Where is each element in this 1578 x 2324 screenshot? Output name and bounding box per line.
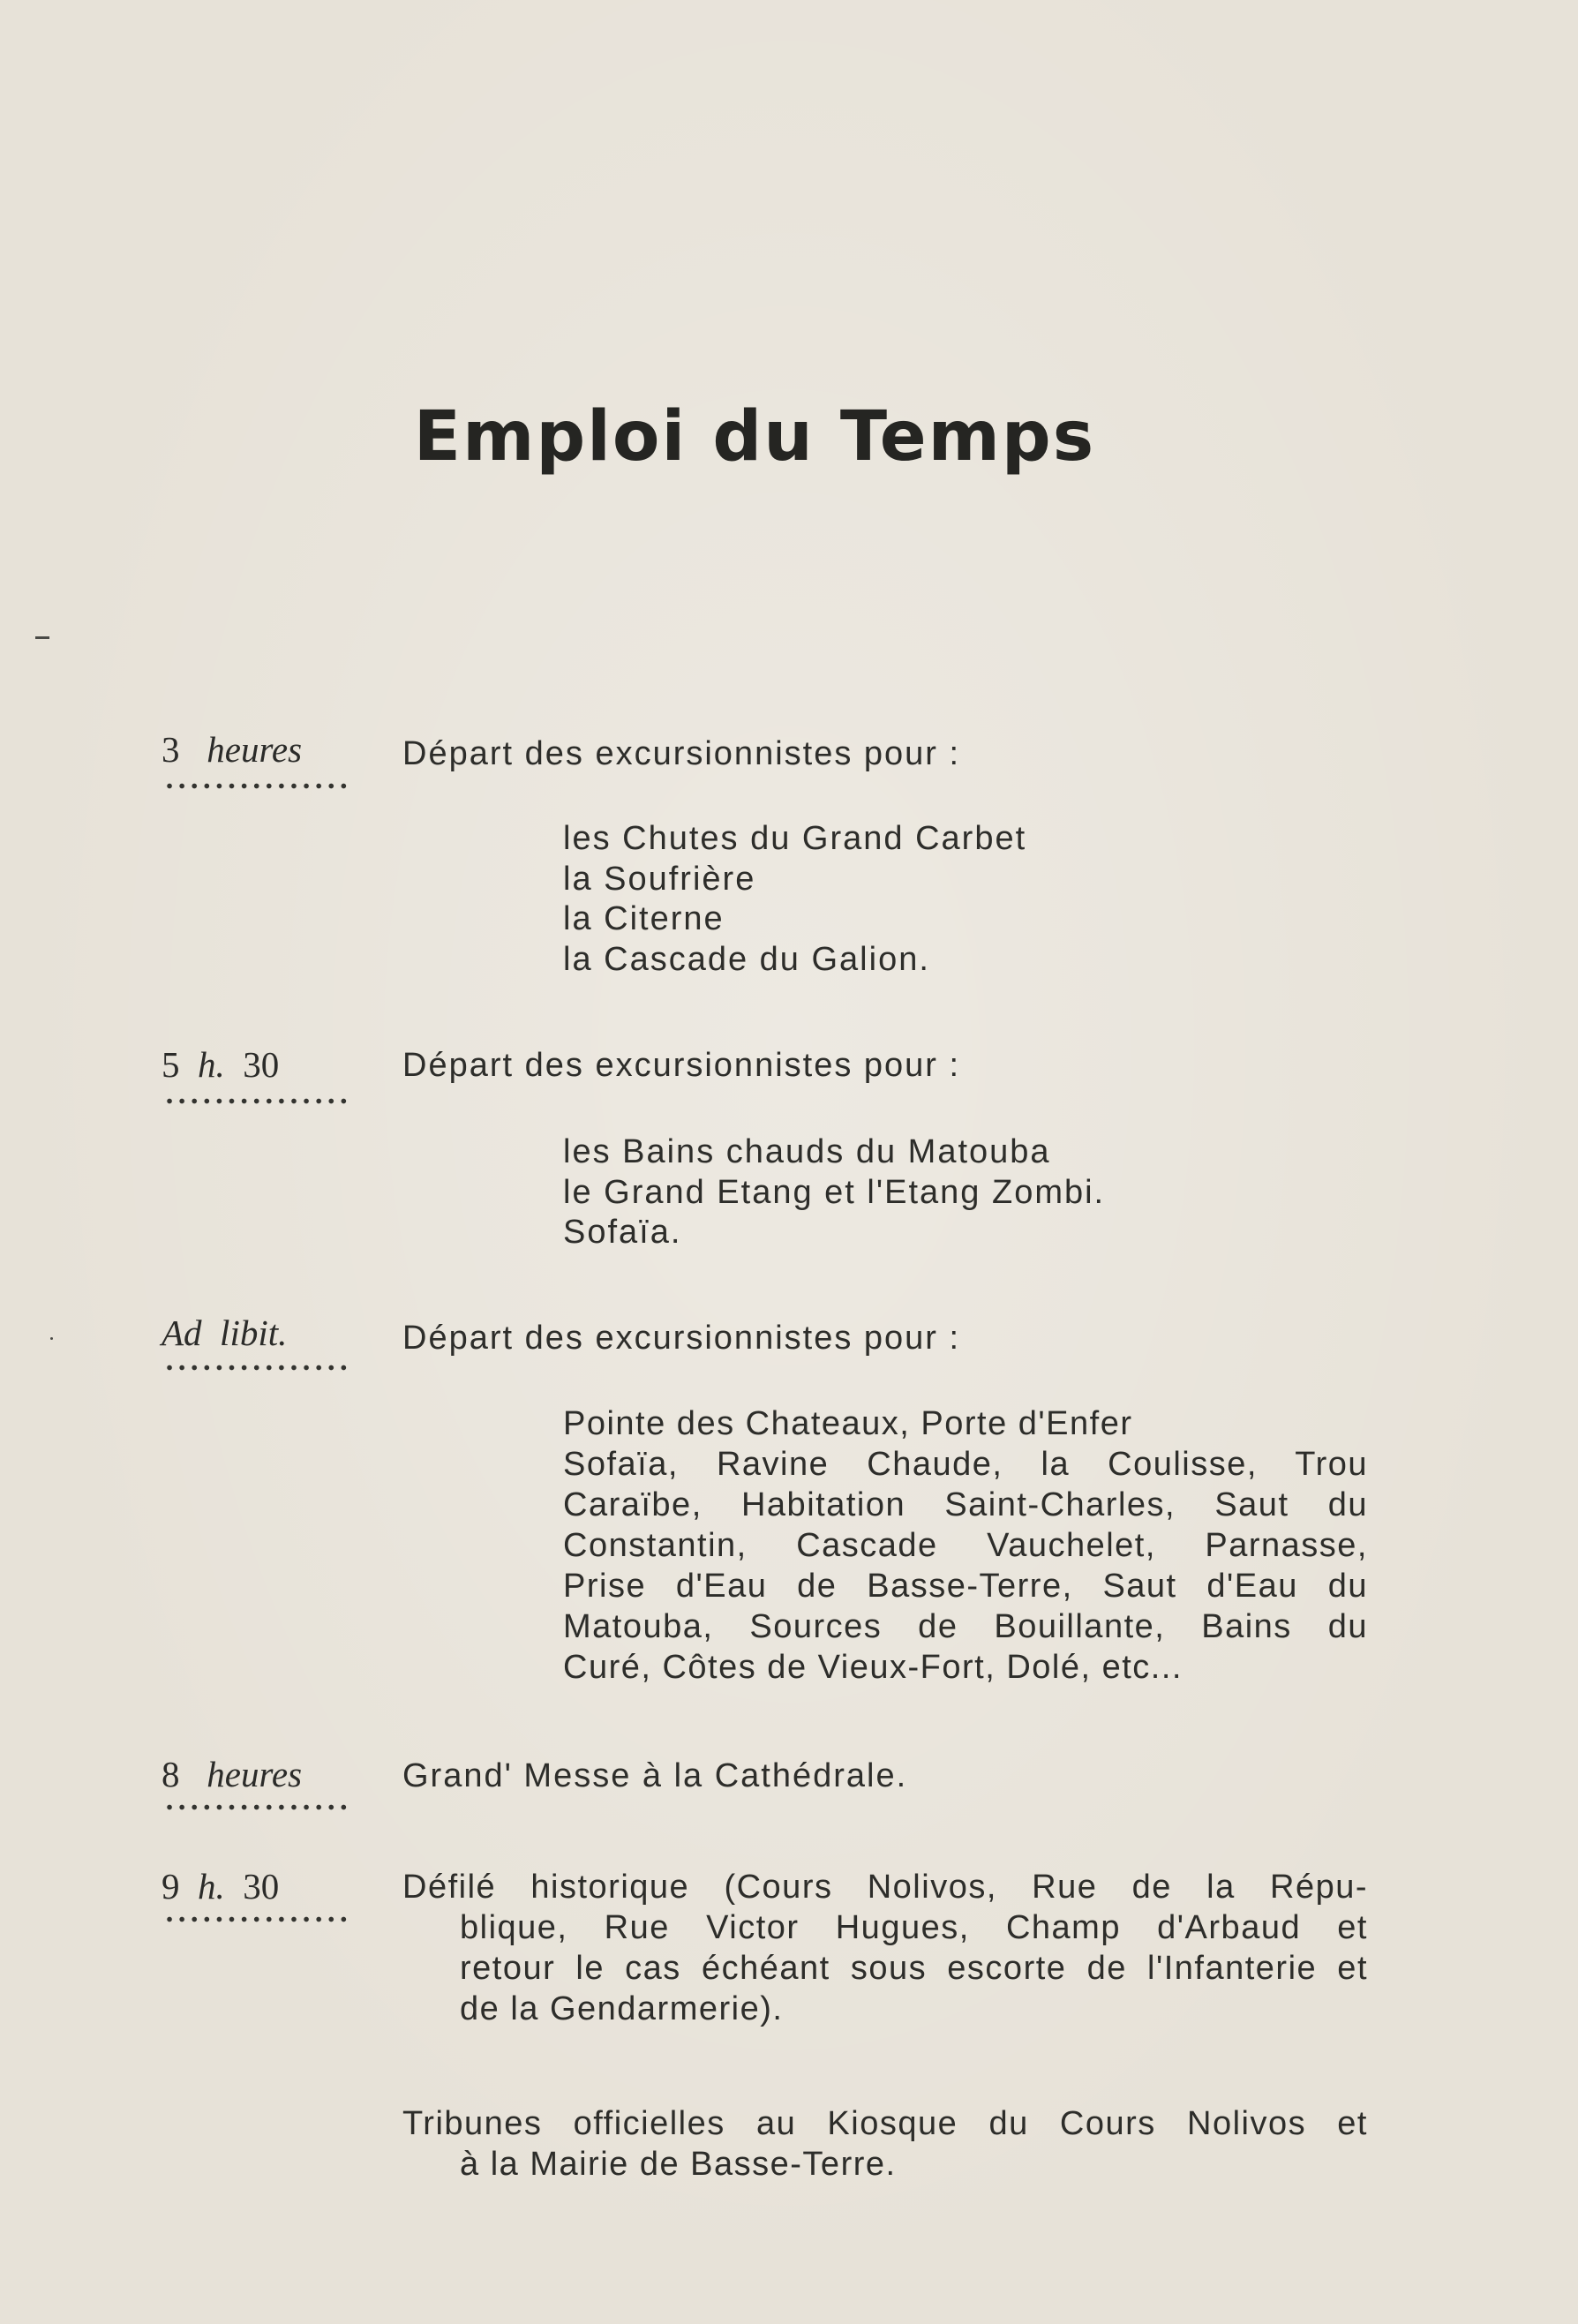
dotted-leader — [163, 1803, 350, 1811]
time-number: 9 — [162, 1866, 180, 1907]
time-unit: h. — [198, 1044, 225, 1085]
dotted-leader — [163, 782, 350, 790]
time-number: 5 — [162, 1044, 180, 1085]
dotted-leader — [163, 1364, 350, 1372]
time-label — [162, 1866, 354, 1907]
time-unit: heures — [207, 1754, 303, 1794]
description-line: retour le cas échéant sous escorte de l'Infanterie et — [460, 1950, 1368, 1987]
entry-description: Départ des excursionnistes pour : — [402, 1047, 961, 1084]
description-line: de la Gendarmerie). — [460, 1990, 784, 2027]
time-unit: h. — [198, 1866, 225, 1907]
destination-item: Sofaïa. — [563, 1214, 682, 1251]
time-minutes: 30 — [243, 1044, 280, 1085]
destination-item: la Citerne — [563, 900, 725, 937]
time-number: 8 — [162, 1754, 180, 1794]
description-line: blique, Rue Victor Hugues, Champ d'Arbaud et — [460, 1909, 1368, 1946]
destination-line: Pointe des Chateaux, Porte d'Enfer — [563, 1405, 1133, 1442]
note-line: à la Mairie de Basse-Terre. — [460, 2146, 897, 2183]
destination-paragraph — [563, 1403, 1368, 1688]
time-number: Ad — [162, 1312, 202, 1353]
destination-item: le Grand Etang et l'Etang Zombi. — [563, 1173, 1106, 1211]
time-unit: heures — [207, 729, 303, 770]
scan-mark — [35, 636, 49, 639]
destination-line: Sofaïa, Ravine Chaude, la Coulisse, Trou — [563, 1446, 1368, 1483]
time-label — [162, 729, 354, 770]
time-unit: libit. — [220, 1312, 288, 1353]
destination-line: Matouba, Sources de Bouillante, Bains du — [563, 1608, 1368, 1645]
description-line: Défilé historique (Cours Nolivos, Rue de la Répu- — [402, 1869, 1368, 1906]
time-label — [162, 1756, 354, 1793]
destination-line: Constantin, Cascade Vauchelet, Parnasse, — [563, 1527, 1368, 1564]
parade-description — [402, 1867, 1368, 2029]
page-title: Emploi du Temps — [413, 397, 1096, 477]
destination-list — [563, 819, 1026, 980]
entry-description: Grand' Messe à la Cathédrale. — [402, 1757, 908, 1794]
destination-item: la Cascade du Galion. — [563, 940, 930, 978]
time-minutes: 30 — [243, 1866, 280, 1907]
destination-line: Curé, Côtes de Vieux-Fort, Dolé, etc... — [563, 1649, 1183, 1686]
destination-item: les Bains chauds du Matouba — [563, 1133, 1051, 1170]
scan-mark — [50, 1337, 53, 1340]
time-label — [162, 1044, 354, 1085]
time-label — [162, 1312, 354, 1353]
destination-line: Prise d'Eau de Basse-Terre, Saut d'Eau du — [563, 1568, 1368, 1605]
time-number: 3 — [162, 729, 180, 770]
dotted-leader — [163, 1097, 350, 1105]
destination-line: Caraïbe, Habitation Saint-Charles, Saut du — [563, 1486, 1368, 1523]
destination-list — [563, 1132, 1105, 1253]
destination-item: la Soufrière — [563, 860, 756, 898]
tribunes-note — [402, 2103, 1368, 2185]
destination-item: les Chutes du Grand Carbet — [563, 820, 1027, 857]
note-line: Tribunes officielles au Kiosque du Cours Nolivos et — [402, 2105, 1368, 2142]
entry-description: Départ des excursionnistes pour : — [402, 1320, 961, 1357]
dotted-leader — [163, 1915, 350, 1923]
entry-description: Départ des excursionnistes pour : — [402, 735, 961, 772]
